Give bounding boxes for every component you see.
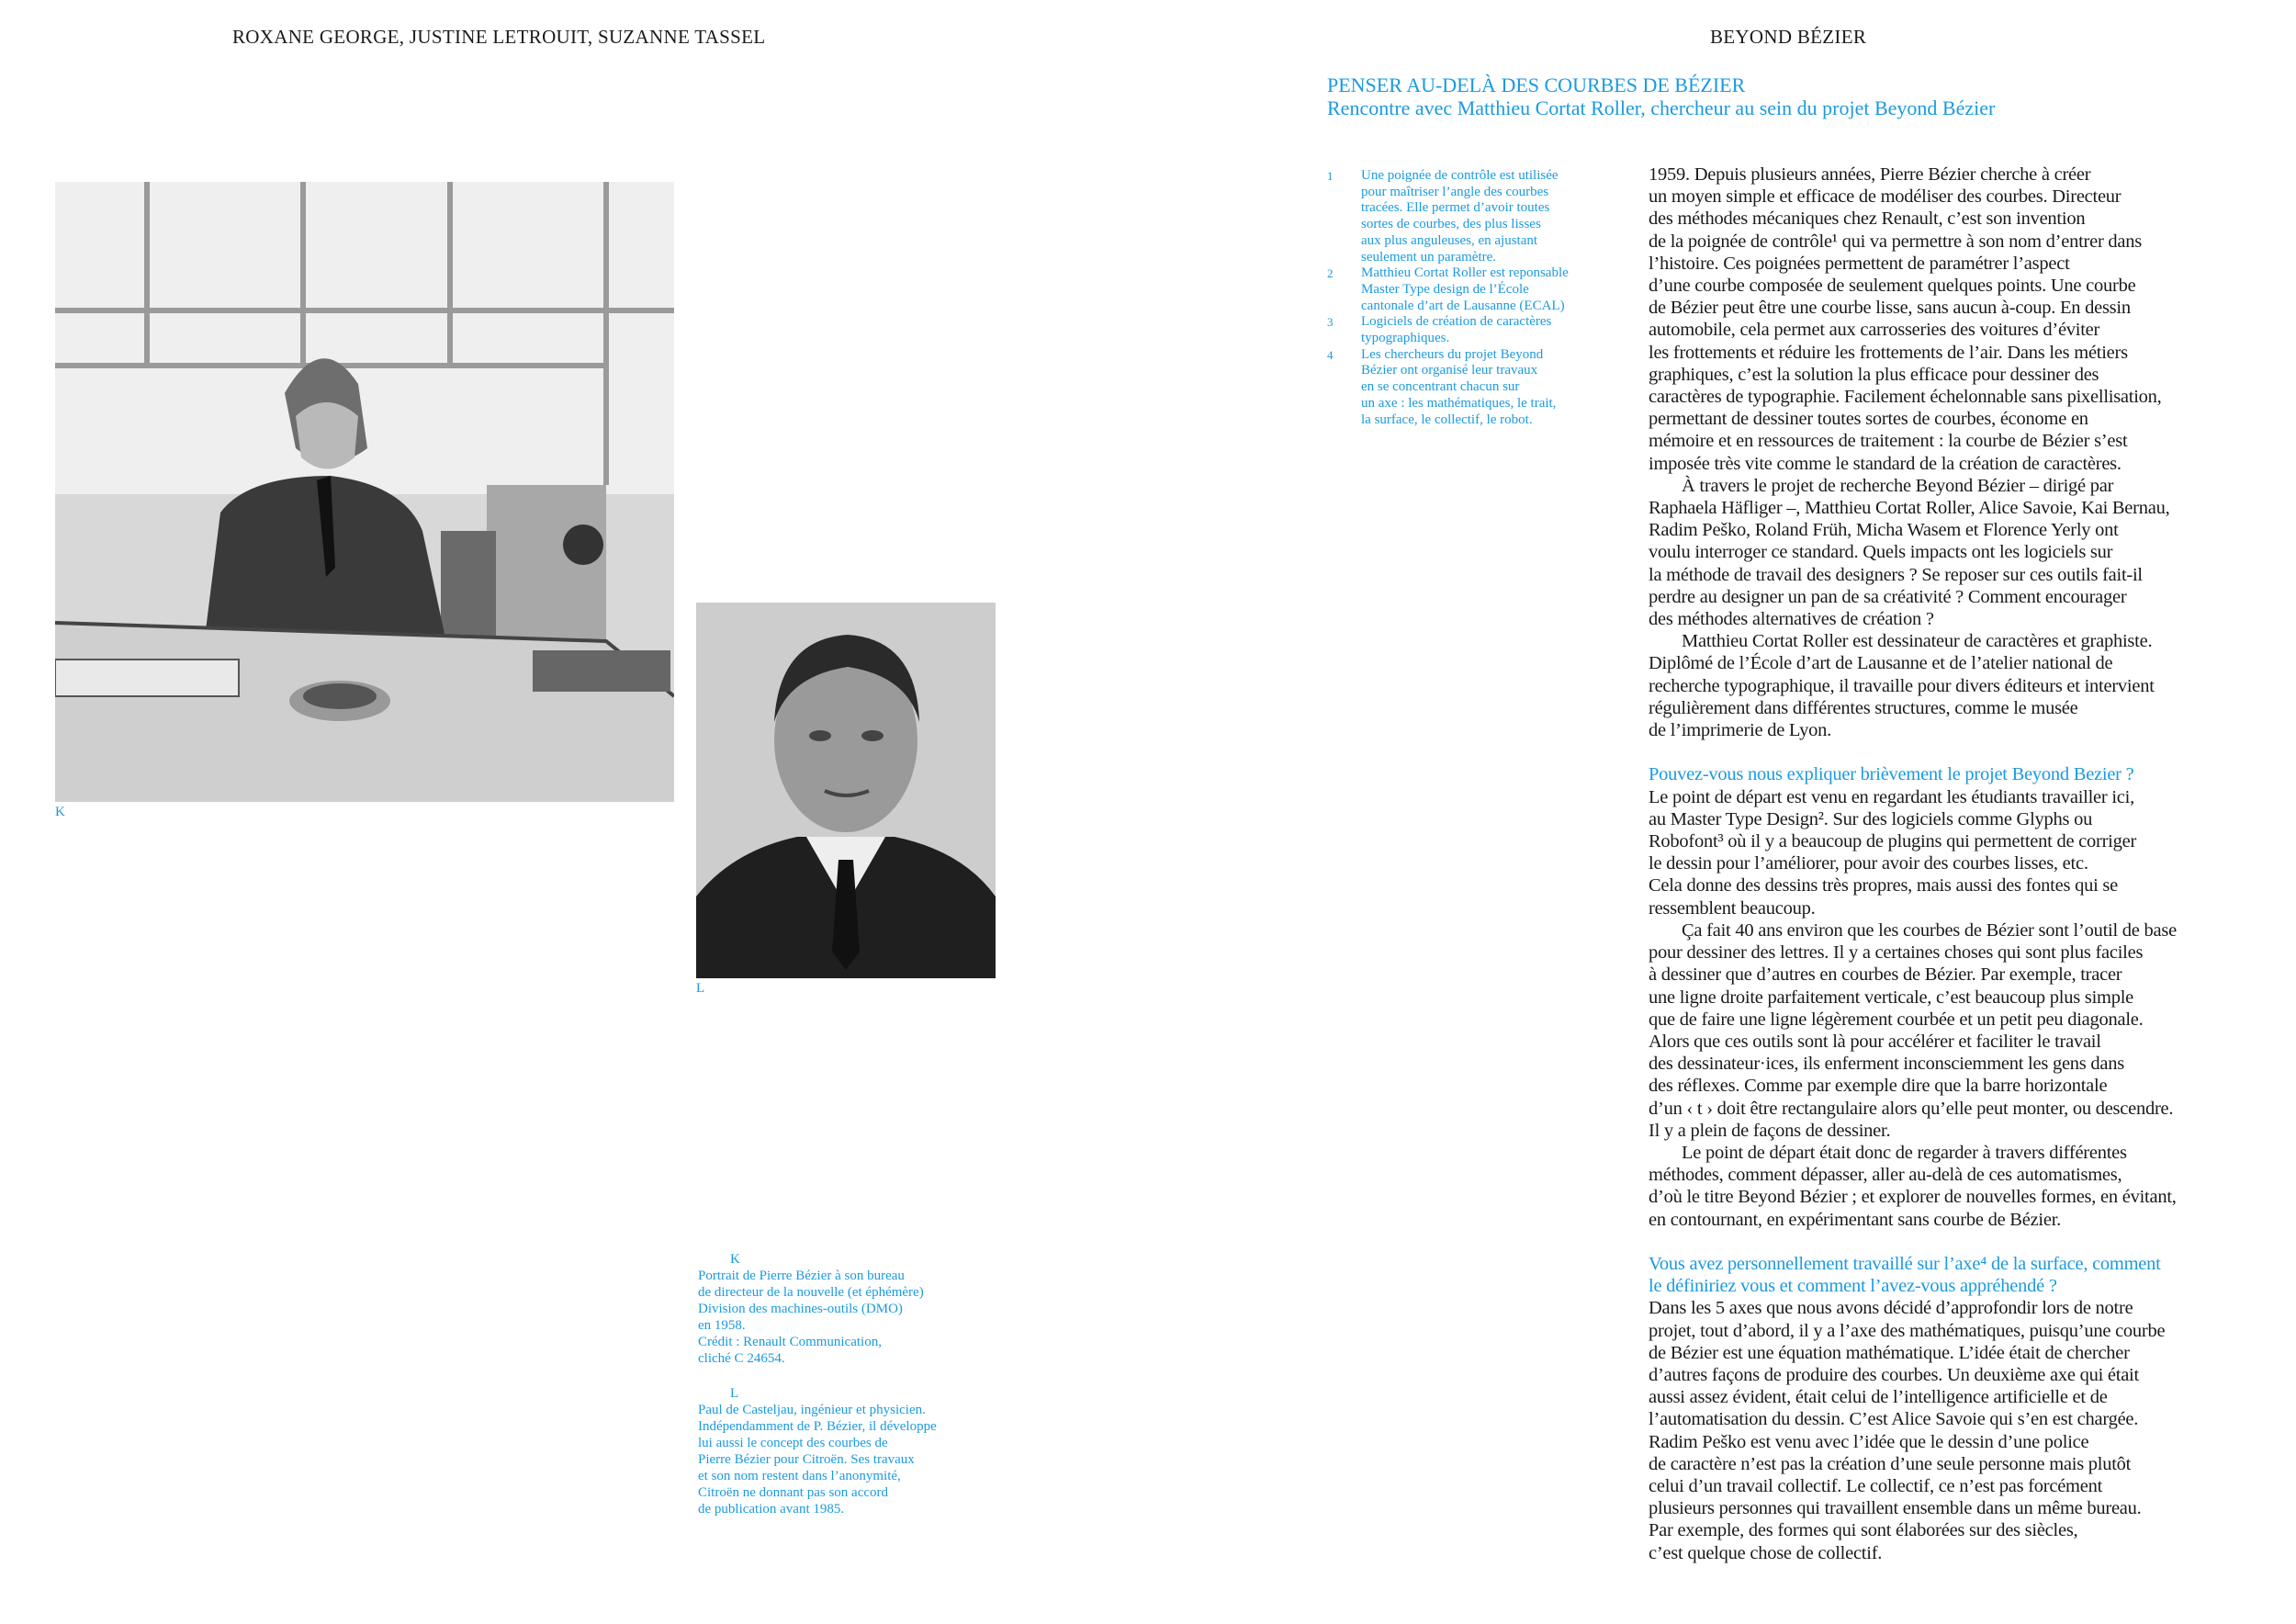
- footnote-number: 3: [1327, 315, 1334, 330]
- paragraph-line: Raphaela Häfliger –, Matthieu Cortat Roller, Alice Savoie, Kai Bernau,: [1649, 498, 2170, 519]
- caption-line: Citroën ne donnant pas son accord: [698, 1485, 889, 1500]
- caption-line: Paul de Casteljau, ingénieur et physicien.: [698, 1403, 926, 1417]
- caption-l: [698, 1385, 1010, 1517]
- caption-letter: K: [730, 1252, 740, 1267]
- article-heading: [1327, 73, 1995, 119]
- footnote-line: Les chercheurs du projet Beyond: [1361, 346, 1544, 362]
- caption-line: Division des machines-outils (DMO): [698, 1302, 903, 1316]
- paragraph-line: des réflexes. Comme par exemple dire que la barre horizontale: [1649, 1076, 2108, 1097]
- footnote-line: Bézier ont organisé leur travaux: [1361, 363, 1538, 378]
- caption-line: de directeur de la nouvelle (et éphémère): [698, 1285, 924, 1300]
- caption-line: cliché C 24654.: [698, 1351, 785, 1366]
- footnote-line: aux plus anguleuses, en ajustant: [1361, 232, 1538, 248]
- photo-portrait-image: [696, 603, 996, 978]
- paragraph-line: des méthodes alternatives de création ?: [1649, 609, 1934, 630]
- paragraph-line: c’est quelque chose de collectif.: [1649, 1542, 1883, 1563]
- running-header-authors: ROXANE GEORGE, JUSTINE LETROUIT, SUZANNE TASSEL: [232, 26, 766, 48]
- paragraph: [1649, 1297, 2282, 1563]
- photo-label-l: L: [696, 981, 705, 996]
- paragraph-line: plusieurs personnes qui travaillent ensemble dans un même bureau.: [1649, 1498, 2142, 1519]
- paragraph-line: mémoire et en ressources de traitement : la courbe de Bézier s’est: [1649, 431, 2128, 452]
- footnote-line: typographiques.: [1361, 331, 1450, 346]
- paragraph-line: d’où le titre Beyond Bézier ; et explorer de nouvelles formes, en évitant,: [1649, 1187, 2177, 1208]
- paragraph-line: la méthode de travail des designers ? Se reposer sur ces outils fait-il: [1649, 564, 2143, 585]
- caption-line: Indépendamment de P. Bézier, il développe: [698, 1419, 937, 1434]
- article-section: [1649, 763, 2282, 1230]
- footnote-text: [1361, 347, 1556, 429]
- paragraph: [1649, 164, 2282, 475]
- paragraph-line: Ça fait 40 ans environ que les courbes de Bézier sont l’outil de base: [1682, 919, 2177, 941]
- paragraph-line: Radim Peško, Roland Früh, Micha Wasem et Florence Yerly ont: [1649, 520, 2119, 541]
- question-line: Pouvez-vous nous expliquer brièvement le projet Beyond Bezier ?: [1649, 764, 2134, 785]
- paragraph-line: l’histoire. Ces poignées permettent de paramétrer l’aspect: [1649, 253, 2070, 274]
- paragraph-line: voulu interroger ce standard. Quels impacts ont les logiciels sur: [1649, 542, 2113, 563]
- paragraph-line: 1959. Depuis plusieurs années, Pierre Bézier cherche à créer: [1649, 164, 2091, 185]
- paragraph-line: en contournant, en expérimentant sans courbe de Bézier.: [1649, 1209, 2062, 1230]
- footnote-line: Matthieu Cortat Roller est reponsable: [1361, 265, 1569, 281]
- paragraph-line: les frottements et réduire les frottements de l’air. Dans les métiers: [1649, 342, 2128, 363]
- footnote-number: 4: [1327, 347, 1334, 362]
- interview-question: [1649, 763, 2282, 785]
- footnotes: [1327, 168, 1630, 428]
- paragraph-line: des méthodes mécaniques chez Renault, c’est son invention: [1649, 209, 2086, 230]
- caption-line: Crédit : Renault Communication,: [698, 1335, 882, 1349]
- footnote-line: cantonale d’art de Lausanne (ECAL): [1361, 298, 1565, 313]
- paragraph-line: caractères de typographie. Facilement échelonnable sans pixellisation,: [1649, 387, 2162, 408]
- paragraph-line: une ligne droite parfaitement verticale, c’est beaucoup plus simple: [1649, 987, 2134, 1008]
- footnote-line: seulement un paramètre.: [1361, 249, 1497, 265]
- paragraph-line: un moyen simple et efficace de modéliser des courbes. Directeur: [1649, 186, 2122, 208]
- footnote-line: tracées. Elle permet d’avoir toutes: [1361, 200, 1550, 216]
- paragraph-line: de caractère n’est pas la création d’une seule personne mais plutôt: [1649, 1453, 2132, 1474]
- paragraph-line: Le point de départ est venu en regardant les étudiants travailler ici,: [1649, 786, 2134, 807]
- paragraph-line: projet, tout d’abord, il y a l’axe des mathématiques, puisqu’une courbe: [1649, 1320, 2166, 1341]
- paragraph: [1649, 919, 2282, 1142]
- paragraph-line: automobile, cela permet aux carrosseries des voitures d’éviter: [1649, 320, 2100, 341]
- paragraph-line: méthodes, comment dépasser, aller au-delà de ces automatismes,: [1649, 1165, 2122, 1186]
- paragraph-line: Dans les 5 axes que nous avons décidé d’approfondir lors de notre: [1649, 1298, 2133, 1319]
- photo-office-image: [55, 182, 674, 802]
- footnote: [1327, 347, 1630, 429]
- paragraph-line: à dessiner que d’autres en courbes de Bézier. Par exemple, tracer: [1649, 964, 2122, 986]
- paragraph-line: au Master Type Design². Sur des logiciels comme Glyphs ou: [1649, 808, 2093, 829]
- paragraph-line: de l’imprimerie de Lyon.: [1649, 720, 1831, 741]
- footnote-number: 1: [1327, 169, 1334, 183]
- photo-label-k: K: [55, 805, 65, 819]
- question-line: le définiriez vous et comment l’avez-vous appréhendé ?: [1649, 1276, 2057, 1297]
- footnote-line: la surface, le collectif, le robot.: [1361, 412, 1533, 427]
- question-line: Vous avez personnellement travaillé sur l’axe⁴ de la surface, comment: [1649, 1253, 2161, 1274]
- paragraph-line: permettant de dessiner toutes sortes de courbes, économe en: [1649, 409, 2088, 430]
- footnote-line: Une poignée de contrôle est utilisée: [1361, 168, 1559, 183]
- caption-line: en 1958.: [698, 1318, 746, 1333]
- paragraph: [1649, 475, 2282, 630]
- paragraph-line: Diplômé de l’École d’art de Lausanne et de l’atelier national de: [1649, 653, 2113, 674]
- footnote-line: Master Type design de l’École: [1361, 281, 1529, 297]
- paragraph: [1649, 630, 2282, 741]
- paragraph-line: À travers le projet de recherche Beyond Bézier – dirigé par: [1682, 475, 2114, 496]
- paragraph-line: régulièrement dans différentes structures, comme le musée: [1649, 697, 2078, 718]
- footnote-line: un axe : les mathématiques, le trait,: [1361, 395, 1557, 411]
- paragraph-line: graphiques, c’est la solution la plus efficace pour dessiner des: [1649, 364, 2099, 385]
- paragraph-line: d’autres façons de produire des courbes. Un deuxième axe qui était: [1649, 1364, 2139, 1385]
- paragraph-line: d’une courbe composée de seulement quelques points. Une courbe: [1649, 276, 2136, 297]
- paragraph-line: Alors que ces outils sont là pour accélérer et faciliter le travail: [1649, 1031, 2101, 1052]
- footnote-number: 2: [1327, 266, 1334, 281]
- paragraph-line: Il y a plein de façons de dessiner.: [1649, 1120, 1891, 1141]
- paragraph-line: de la poignée de contrôle¹ qui va permettre à son nom d’entrer dans: [1649, 231, 2143, 252]
- paragraph-line: pour dessiner des lettres. Il y a certaines choses qui sont plus faciles: [1649, 942, 2144, 964]
- paragraph: [1649, 1142, 2282, 1231]
- footnote-text: [1361, 168, 1559, 265]
- paragraph-line: d’un ‹ t › doit être rectangulaire alors qu’elle peut monter, ou descendre.: [1649, 1098, 2174, 1119]
- article-subtitle: Rencontre avec Matthieu Cortat Roller, chercheur au sein du projet Beyond Bézier: [1327, 96, 1996, 119]
- paragraph-line: que de faire une ligne légèrement courbée et un petit peu diagonale.: [1649, 1009, 2144, 1030]
- running-header-title: BEYOND BÉZIER: [1710, 26, 1867, 48]
- paragraph-line: imposée très vite comme le standard de la création de caractères.: [1649, 453, 2122, 474]
- article-title: PENSER AU-DELÀ DES COURBES DE BÉZIER: [1327, 73, 1746, 96]
- caption-line: Pierre Bézier pour Citroën. Ses travaux: [698, 1452, 915, 1467]
- footnote-text: [1361, 265, 1569, 314]
- footnote: [1327, 168, 1630, 265]
- caption-k: [698, 1251, 1010, 1367]
- paragraph-line: Le point de départ était donc de regarder à travers différentes: [1682, 1142, 2127, 1163]
- article-section: [1649, 164, 2282, 741]
- footnote-line: en se concentrant chacun sur: [1361, 379, 1520, 395]
- footnote-text: [1361, 314, 1551, 346]
- paragraph-line: l’automatisation du dessin. C’est Alice Savoie qui s’en est chargée.: [1649, 1409, 2139, 1430]
- photo-pierre-bezier-office: [55, 182, 674, 802]
- caption-line: Portrait de Pierre Bézier à son bureau: [698, 1269, 905, 1283]
- paragraph-line: Radim Peško est venu avec l’idée que le dessin d’une police: [1649, 1431, 2089, 1452]
- paragraph-line: Par exemple, des formes qui sont élaborées sur des siècles,: [1649, 1520, 2078, 1541]
- footnote-line: sortes de courbes, des plus lisses: [1361, 217, 1541, 232]
- caption-line: et son nom restent dans l’anonymité,: [698, 1469, 901, 1483]
- photo-paul-de-casteljau-portrait: [696, 603, 996, 978]
- article-section: [1649, 1253, 2282, 1564]
- paragraph-line: recherche typographique, il travaille pour divers éditeurs et intervient: [1649, 675, 2155, 696]
- footnote-line: pour maîtriser l’angle des courbes: [1361, 184, 1549, 199]
- paragraph-line: Cela donne des dessins très propres, mais aussi des fontes qui se: [1649, 875, 2118, 897]
- paragraph-line: le dessin pour l’améliorer, pour avoir des courbes lisses, etc.: [1649, 853, 2088, 874]
- caption-line: de publication avant 1985.: [698, 1502, 845, 1517]
- footnote: [1327, 314, 1630, 346]
- paragraph-line: perdre au designer un pan de sa créativité ? Comment encourager: [1649, 586, 2127, 607]
- caption-line: lui aussi le concept des courbes de: [698, 1436, 888, 1450]
- article-body: [1649, 164, 2282, 1564]
- footnote: [1327, 265, 1630, 314]
- paragraph-line: aussi assez évident, était celui de l’intelligence artificielle et de: [1649, 1387, 2108, 1408]
- footnote-line: Logiciels de création de caractères: [1361, 314, 1552, 330]
- caption-letter: L: [730, 1386, 739, 1401]
- paragraph-line: Matthieu Cortat Roller est dessinateur de caractères et graphiste.: [1682, 631, 2153, 652]
- paragraph-line: Robofont³ où il y a beaucoup de plugins qui permettent de corriger: [1649, 831, 2137, 852]
- paragraph-line: de Bézier peut être une courbe lisse, sans aucun à-coup. En dessin: [1649, 298, 2131, 319]
- paragraph-line: celui d’un travail collectif. Le collectif, ce n’est pas forcément: [1649, 1475, 2103, 1496]
- interview-question: [1649, 1253, 2282, 1297]
- paragraph: [1649, 786, 2282, 919]
- paragraph-line: ressemblent beaucoup.: [1649, 897, 1816, 919]
- paragraph-line: des dessinateur·ices, ils enferment inconsciemment les gens dans: [1649, 1054, 2124, 1075]
- paragraph-line: de Bézier est une équation mathématique. L’idée était de chercher: [1649, 1342, 2130, 1363]
